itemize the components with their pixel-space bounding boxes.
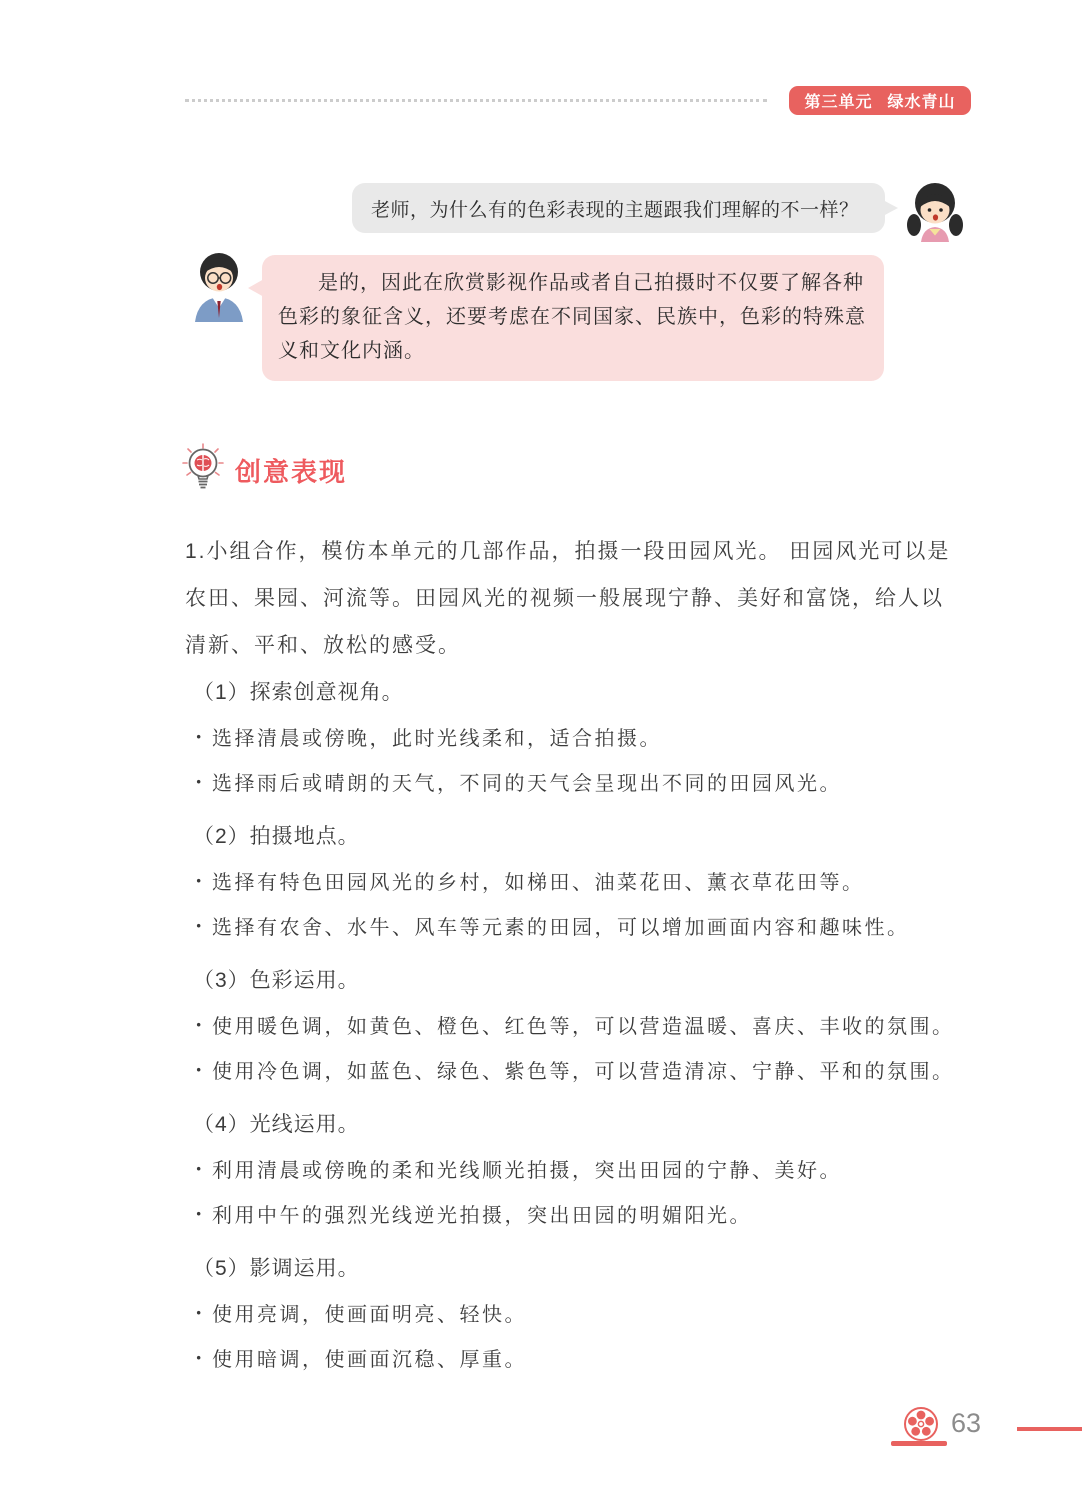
intro-paragraph: 1.小组合作，模仿本单元的几部作品，拍摄一段田园风光。 田园风光可以是农田、果园、河流等。田园风光的视频一般展现宁静、美好和富饶，给人以清新、平和、放松的感受。 [185,540,951,657]
student-avatar [903,180,967,247]
item-bullet: · 选择清晨或傍晚，此时光线柔和，适合拍摄。 [193,714,1003,759]
list-item [193,1244,1003,1380]
teacher-speech-bubble [262,255,884,381]
unit-badge-label: 第三单元 [804,94,873,111]
item-heading: （4）光线运用。 [193,1113,360,1136]
teacher-avatar [186,250,252,327]
item-list [193,668,1003,1388]
reel-underline-rule [891,1441,947,1446]
item-heading: （1）探索创意视角。 [193,681,404,704]
item-bullet: · 利用中午的强烈光线逆光拍摄，突出田园的明媚阳光。 [193,1191,1003,1236]
item-bullet: · 使用暖色调，如黄色、橙色、红色等，可以营造温暖、喜庆、丰收的氛围。 [193,1002,1003,1047]
girl-avatar-illustration [903,180,967,242]
speech-bubble-tail-left [248,279,264,297]
list-item [193,956,1003,1092]
student-speech-bubble [352,183,885,233]
item-bullet: · 使用亮调，使画面明亮、轻快。 [193,1290,1003,1335]
item-bullet: · 利用清晨或傍晚的柔和光线顺光拍摄，突出田园的宁静、美好。 [193,1146,1003,1191]
footer-red-rule [1017,1427,1082,1431]
page-number: 63 [951,1408,982,1438]
item-bullet: · 使用冷色调，如蓝色、绿色、紫色等，可以营造清凉、宁静、平和的氛围。 [193,1047,1003,1092]
item-heading: （3）色彩运用。 [193,969,360,992]
list-item [193,812,1003,948]
list-item [193,668,1003,804]
student-question-text: 老师，为什么有的色彩表现的主题跟我们理解的不一样？ [371,199,859,221]
item-bullet: · 选择雨后或晴朗的天气，不同的天气会呈现出不同的田园风光。 [193,759,1003,804]
speech-bubble-tail-right [883,200,898,216]
item-heading: （5）影调运用。 [193,1257,360,1280]
lightbulb-brain-icon [180,441,226,499]
unit-badge [789,86,971,115]
section-title: 创意表现 [235,456,348,487]
section-header [180,441,347,499]
teacher-avatar-illustration [186,250,252,322]
item-bullet: · 使用暗调，使画面沉稳、厚重。 [193,1335,1003,1380]
teacher-answer-text: 是的，因此在欣赏影视作品或者自己拍摄时不仅要了解各种色彩的象征含义，还要考虑在不同国家、民族中，色彩的特殊意义和文化内涵。 [278,272,866,362]
item-bullet: · 选择有农舍、水牛、风车等元素的田园，可以增加画面内容和趣味性。 [193,903,1003,948]
header-dotted-rule [185,99,767,102]
unit-badge-title: 绿水青山 [887,94,956,111]
item-heading: （2）拍摄地点。 [193,825,360,848]
item-bullet: · 选择有特色田园风光的乡村，如梯田、油菜花田、薰衣草花田等。 [193,858,1003,903]
list-item [193,1100,1003,1236]
